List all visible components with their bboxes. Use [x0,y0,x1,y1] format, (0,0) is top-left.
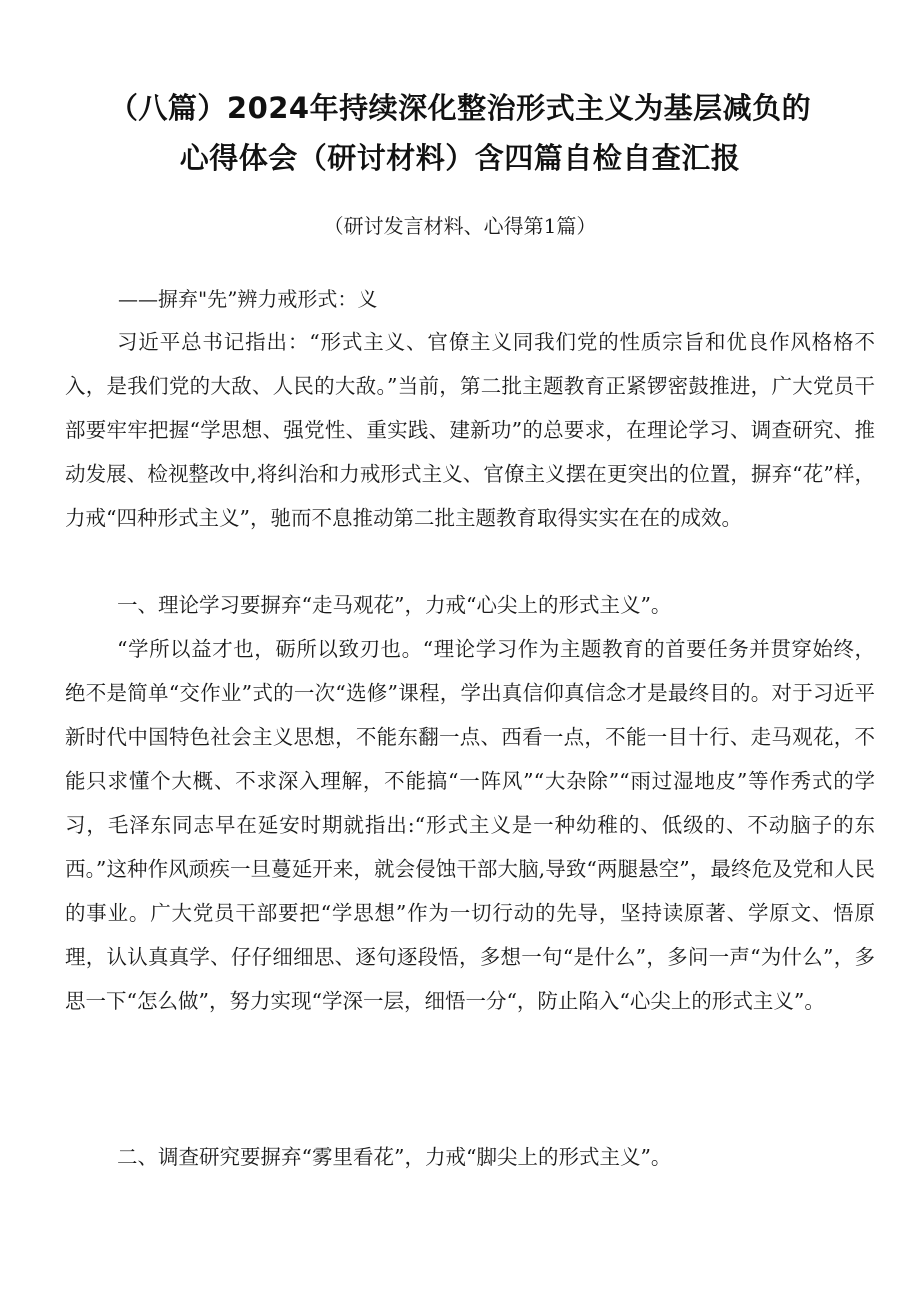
paragraph-theory-study: “学所以益才也，砺所以致刃也。“理论学习作为主题教育的首要任务并贯穿始终，绝不是简单“交作业”式的一次“选修”课程，学出真信仰真信念才是最终目的。对于习近平新时代中国特色社会主义思想，不能东翻一点、西看一点，不能一目十行、走马观花，不能只求懂个大概、不求深入理解，不能搞“一阵风”“大杂除”“雨过湿地皮”等作秀式的学习，毛泽东同志早在延安时期就指出:“形式主义是一种幼稚的、低级的、不动脑子的东西。”这种作风顽疾一旦蔓延开来，就会侵蚀干部大脑,导致“两腿悬空”，最终危及党和人民的事业。广大党员干部要把“学思想”作为一切行动的先导，坚持读原著、学原文、悟原理，认认真真学、仔仔细细思、逐句逐段悟，多想一句“是什么”，多问一声“为什么”，多思一下“怎么做”，努力实现“学深一层，细悟一分“，防止陷入“心尖上的形式主义”。 [65,637,875,1013]
paragraph-intro: 习近平总书记指出：“形式主义、官僚主义同我们党的性质宗旨和优良作风格格不入，是我们党的大敌、人民的大敌。”当前，第二批主题教育正紧锣密鼓推进，广大党员干部要牢牢把握“学思想、强党性、重实践、建新功”的总要求，在理论学习、调查研究、推动发展、检视整改中,将纠治和力戒形式主义、官僚主义摆在更突出的位置，摒弃“花”样，力戒“四种形式主义”，驰而不息推动第二批主题教育取得实实在在的成效。 [65,330,875,530]
section-heading-2: 二、调查研究要摒弃“雾里看花”，力戒“脚尖上的形式主义”。 [117,1145,672,1169]
document-title-line1: （八篇）2024年持续深化整治形式主义为基层减负的 [108,91,812,125]
document-subtitle: （研讨发言材料、心得第1篇） [323,214,597,238]
section-tagline: ——摒弃"先”辨力戒形式：义 [118,287,378,311]
section-heading-1: 一、理论学习要摒弃“走马观花”，力戒“心尖上的形式主义”。 [117,593,672,617]
document-title-line2: 心得体会（研讨材料）含四篇自检自查汇报 [179,141,741,175]
